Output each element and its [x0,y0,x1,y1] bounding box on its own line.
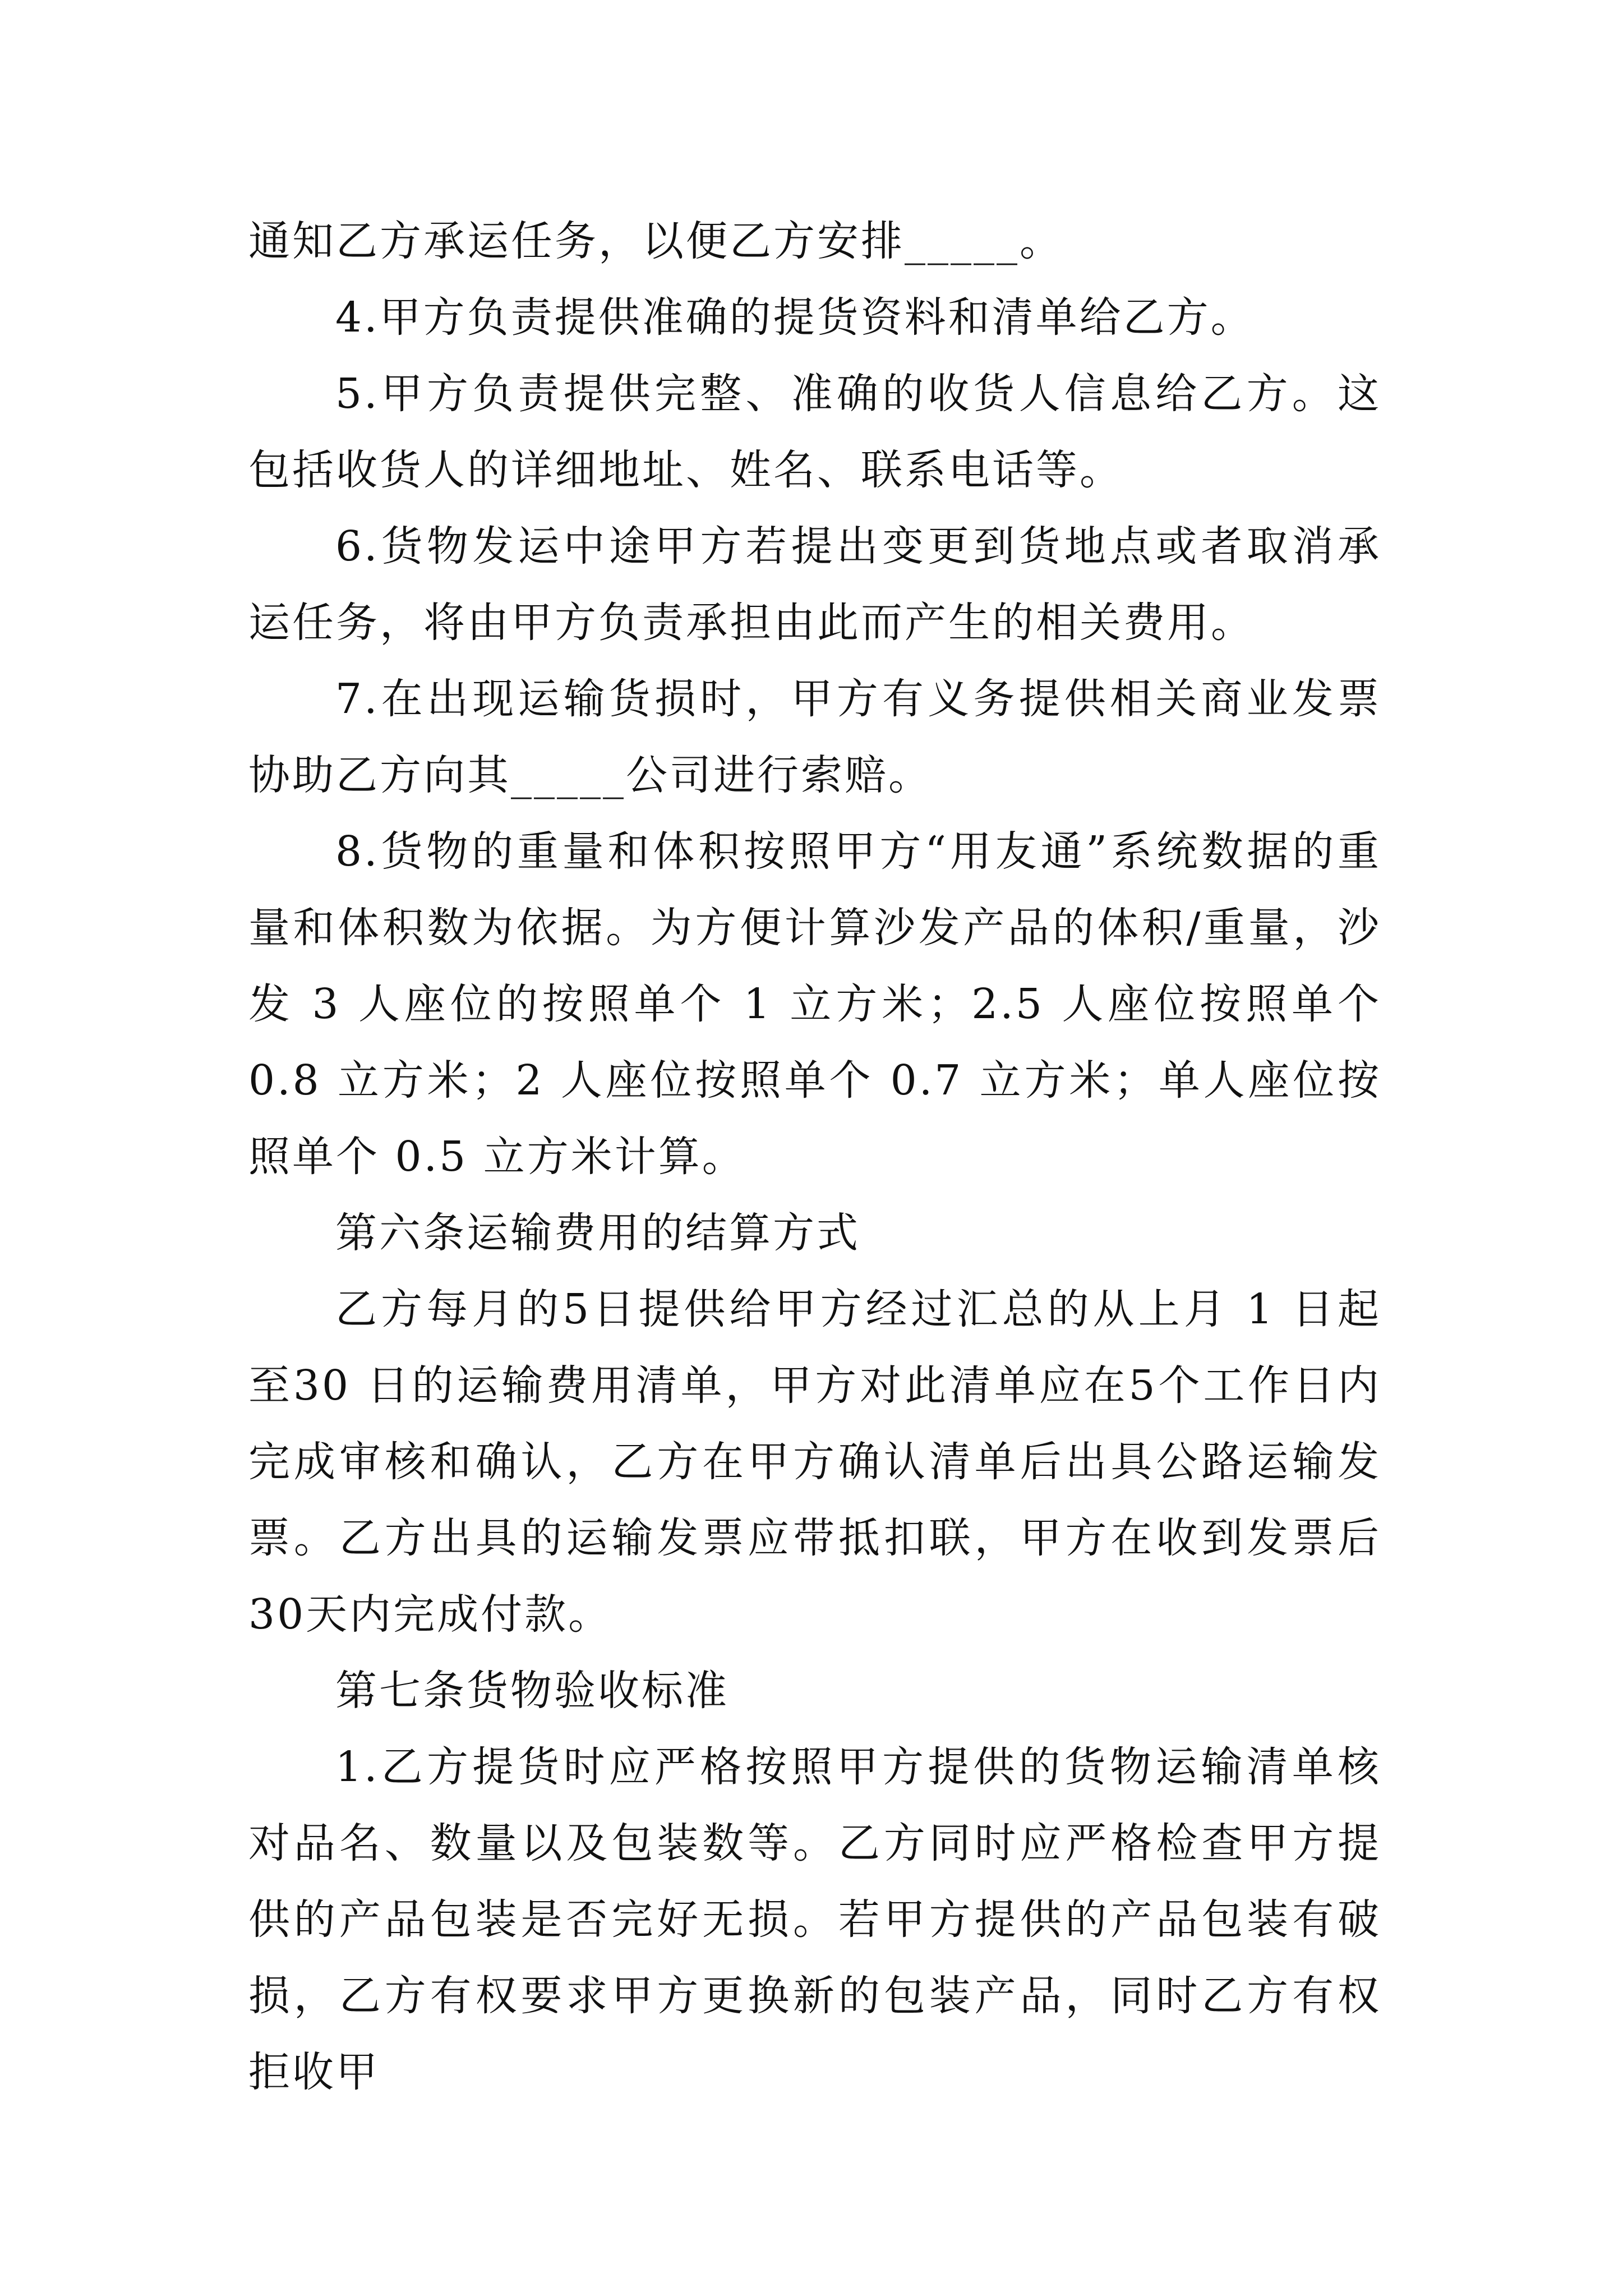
paragraph-item-6: 6.货物发运中途甲方若提出变更到货地点或者取消承运任务，将由甲方负责承担由此而产生的相关费用。 [248,522,1381,647]
section-heading-article-6: 第六条运输费用的结算方式 [335,1209,860,1257]
paragraph-item-5: 5.甲方负责提供完整、准确的收货人信息给乙方。这包括收货人的详细地址、姓名、联系电话等。 [248,370,1381,494]
paragraph-item-7: 7.在出现运输货损时，甲方有义务提供相关商业发票协助乙方向其_____公司进行索赔。 [248,675,1381,799]
section-heading-article-7: 第七条货物验收标准 [335,1667,729,1715]
paragraph-settlement: 乙方每月的5日提供给甲方经过汇总的从上月 1 日起至30 日的运输费用清单，甲方对此清单应在5个工作日内完成审核和确认，乙方在甲方确认清单后出具公路运输发票。乙方出具的运输发票应带抵扣联，甲方在收到发票后30天内完成付款。 [248,1285,1381,1639]
paragraph-acceptance-1: 1.乙方提货时应严格按照甲方提供的货物运输清单核对品名、数量以及包装数等。乙方同时应严格检查甲方提供的产品包装是否完好无损。若甲方提供的产品包装有破损，乙方有权要求甲方更换新的包装产品，同时乙方有权拒收甲 [248,1743,1381,2096]
document-body [248,203,1381,2110]
paragraph-item-4: 4.甲方负责提供准确的提货资料和清单给乙方。 [335,293,1255,342]
paragraph-continuation: 通知乙方承运任务，以便乙方安排_____。 [248,217,1063,265]
paragraph-item-8: 8.货物的重量和体积按照甲方“用友通”系统数据的重量和体积数为依据。为方便计算沙发产品的体积/重量，沙发 3 人座位的按照单个 1 立方米；2.5 人座位按照单个 0.8 立方米；2 人座位按照单个 0.7 立方米；单人座位按照单个 0.5 立方米计算。 [248,827,1381,1181]
